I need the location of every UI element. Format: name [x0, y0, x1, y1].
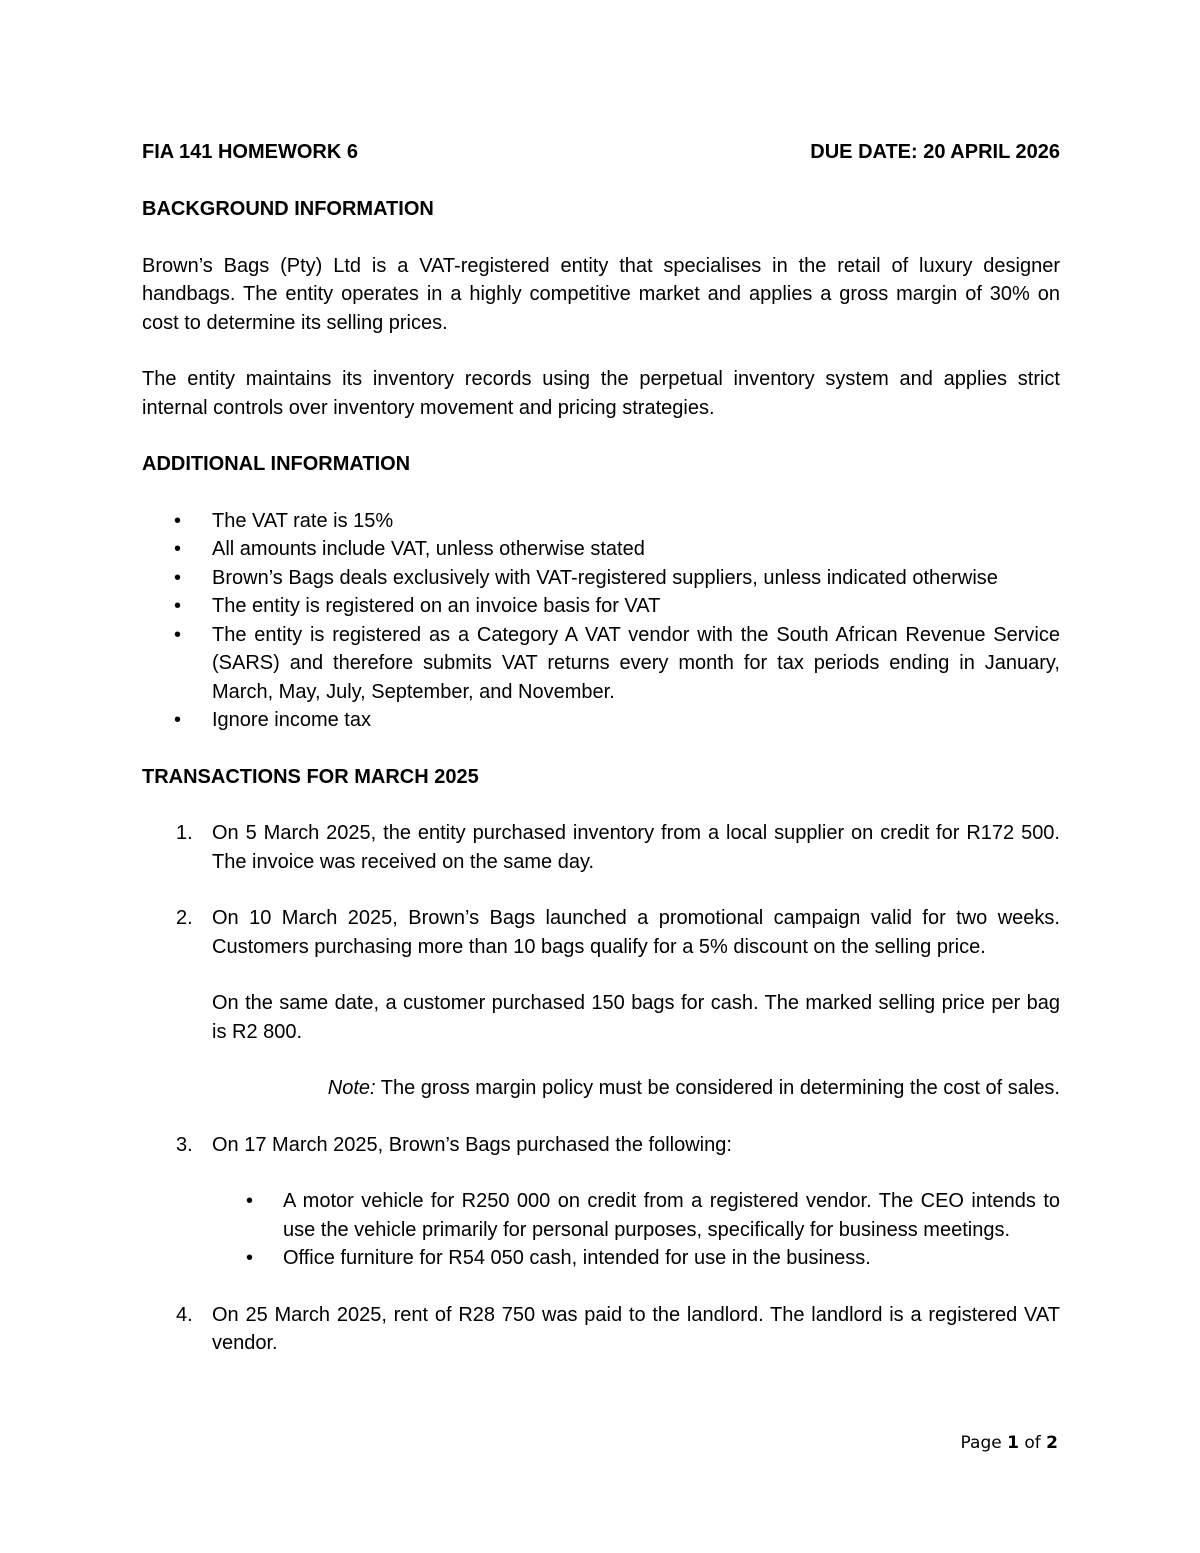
transaction-number: 2. — [176, 907, 193, 929]
due-date: DUE DATE: 20 APRIL 2026 — [810, 141, 1060, 163]
transaction-text: On the same date, a customer purchased 150 bags for cash. The marked selling price per bag is R2 800. — [212, 992, 1060, 1043]
additional-heading: ADDITIONAL INFORMATION — [142, 453, 411, 475]
bullet-icon: • — [174, 538, 182, 560]
list-item: • A motor vehicle for R250 000 on credit from a registered vendor. The CEO intends to use the vehicle primarily for personal purposes, specifically for business meetings. — [212, 1187, 1060, 1244]
note-label: Note: — [327, 1077, 376, 1099]
additional-info-list — [142, 507, 1060, 735]
list-item: • Office furniture for R54 050 cash, intended for use in the business. — [212, 1244, 1060, 1273]
bullet-icon: • — [174, 509, 182, 532]
transaction-1 — [142, 819, 1060, 876]
bullet-icon: • — [246, 1247, 254, 1269]
list-item: • All amounts include VAT, unless otherwise stated — [142, 535, 1060, 564]
list-item: • The VAT rate is 15% — [142, 507, 1060, 536]
page-footer — [961, 1429, 1058, 1458]
bullet-icon: • — [174, 623, 182, 646]
bullet-icon: • — [174, 566, 182, 589]
list-item: • The entity is registered as a Category A VAT vendor with the South African Revenue Service (SARS) and therefore submits VAT returns every month for tax periods ending in January, March, May, July, September, and November. — [142, 621, 1060, 707]
list-item: • Brown’s Bags deals exclusively with VAT-registered suppliers, unless indicated otherwise — [142, 564, 1060, 593]
transactions-heading: TRANSACTIONS FOR MARCH 2025 — [142, 765, 479, 788]
list-item: • The entity is registered on an invoice basis for VAT — [142, 592, 1060, 621]
purchase-list — [212, 1187, 1060, 1273]
document-header — [142, 138, 1060, 168]
homework-title: FIA 141 HOMEWORK 6 — [142, 141, 358, 163]
transaction-3 — [142, 1131, 1060, 1273]
page-word: Page — [960, 1433, 1002, 1453]
transaction-number: 4. — [176, 1303, 193, 1326]
transaction-note — [212, 1074, 1060, 1103]
transaction-text: On 5 March 2025, the entity purchased inventory from a local supplier on credit for R172 500. The invoice was received on the same day. — [212, 822, 1060, 873]
bullet-icon: • — [174, 595, 182, 617]
transaction-number: 3. — [176, 1133, 193, 1156]
page-total: 2 — [1046, 1433, 1058, 1453]
transaction-number: 1. — [176, 822, 193, 844]
background-paragraph-1: Brown’s Bags (Pty) Ltd is a VAT-registered entity that specialises in the retail of luxury designer handbags. The entity operates in a highly competitive market and applies a gross margin of 30% on cost to determine its selling prices. — [142, 254, 1060, 334]
transaction-4 — [142, 1301, 1060, 1358]
document-page — [142, 138, 1060, 1358]
bullet-icon: • — [246, 1190, 254, 1212]
transaction-text: On 10 March 2025, Brown’s Bags launched a promotional campaign valid for two weeks. Customers purchasing more than 10 bags qualify for a 5% discount on the selling price. — [212, 907, 1060, 958]
transaction-text: On 17 March 2025, Brown’s Bags purchased the following: — [212, 1133, 732, 1156]
note-text: The gross margin policy must be considered in determining the cost of sales. — [375, 1077, 1060, 1099]
transaction-text: On 25 March 2025, rent of R28 750 was paid to the landlord. The landlord is a registered VAT vendor. — [212, 1303, 1060, 1354]
bullet-icon: • — [174, 709, 182, 731]
list-item: • Ignore income tax — [142, 706, 1060, 735]
of-word: of — [1024, 1433, 1041, 1453]
page-number: 1 — [1007, 1433, 1019, 1453]
background-paragraph-2: The entity maintains its inventory records using the perpetual inventory system and applies strict internal controls over inventory movement and pricing strategies. — [142, 368, 1060, 419]
transaction-2 — [142, 904, 1060, 1103]
transactions-list — [142, 819, 1060, 1358]
background-heading: BACKGROUND INFORMATION — [142, 198, 434, 220]
